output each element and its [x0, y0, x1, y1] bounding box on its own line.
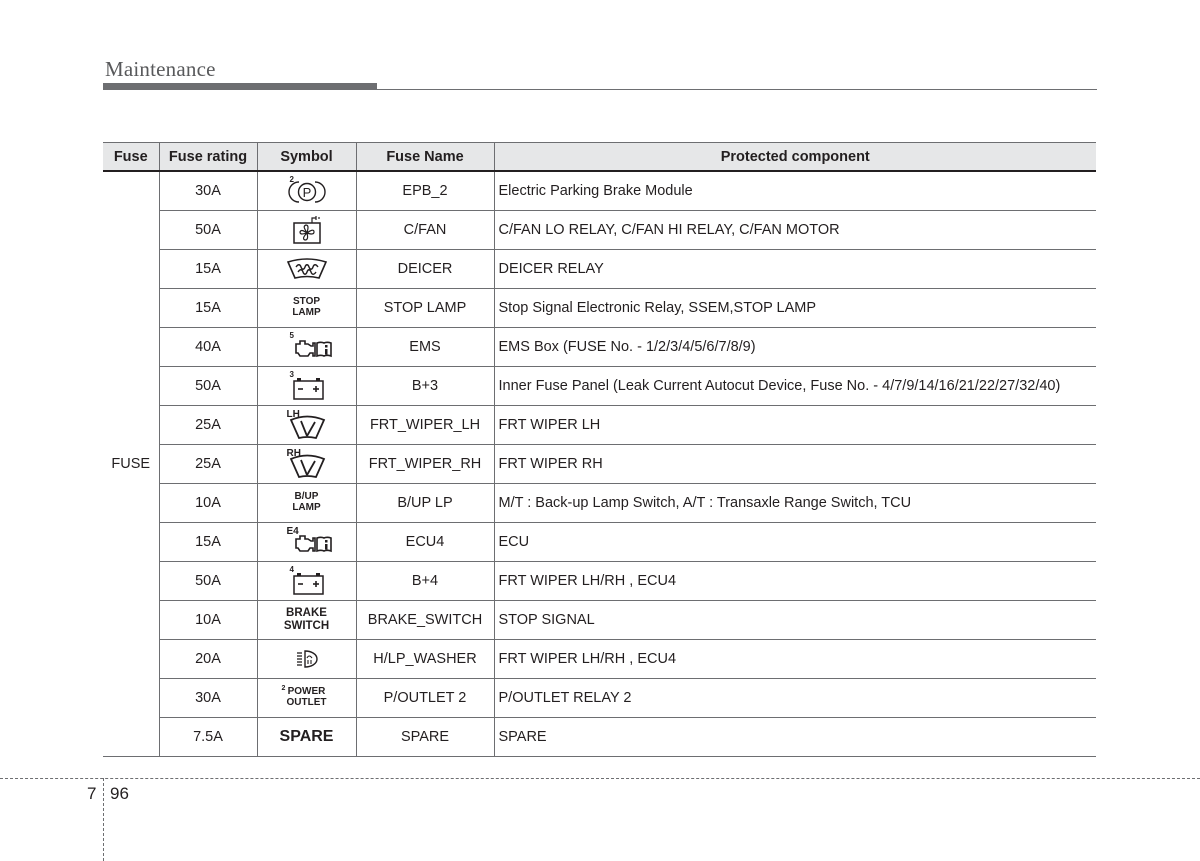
fuse-name-cell: EMS	[356, 328, 494, 367]
fuse-name-cell: B+3	[356, 367, 494, 406]
table-row	[103, 679, 1096, 718]
section-title: Maintenance	[105, 57, 216, 81]
table-row	[103, 445, 1096, 484]
header-fuse-name: Fuse Name	[356, 143, 494, 172]
symbol-cell	[257, 640, 356, 679]
symbol-cell	[257, 523, 356, 562]
fuse-rating-cell: 50A	[159, 562, 257, 601]
fuse-rating-cell: 15A	[159, 523, 257, 562]
chapter-number: 7	[87, 784, 97, 803]
battery-icon	[272, 370, 342, 402]
fuse-rating-cell: 15A	[159, 250, 257, 289]
fuse-name-cell: ECU4	[356, 523, 494, 562]
symbol-cell	[257, 562, 356, 601]
symbol-text-label: SPARE	[279, 727, 334, 745]
symbol-cell	[257, 289, 356, 328]
parking-brake-icon	[272, 175, 342, 207]
svg-text:P: P	[302, 185, 311, 200]
fuse-rating-cell: 30A	[159, 171, 257, 211]
page-number: 96	[110, 784, 129, 803]
fuse-rating-cell: 20A	[159, 640, 257, 679]
fuse-rating-cell: 40A	[159, 328, 257, 367]
header-fuse: Fuse	[103, 143, 159, 172]
symbol-cell	[257, 484, 356, 523]
fuse-name-cell: DEICER	[356, 250, 494, 289]
protected-component-cell: FRT WIPER LH/RH , ECU4	[494, 562, 1096, 601]
protected-component-cell: FRT WIPER RH	[494, 445, 1096, 484]
front-wiper-icon	[272, 448, 342, 480]
table-row	[103, 562, 1096, 601]
fuse-rating-cell: 30A	[159, 679, 257, 718]
fuse-name-cell: C/FAN	[356, 211, 494, 250]
protected-component-cell: STOP SIGNAL	[494, 601, 1096, 640]
symbol-superscript: E4	[286, 526, 299, 537]
symbol-superscript: 5	[289, 331, 294, 340]
symbol-text-label: STOP LAMP	[292, 296, 321, 318]
engine-ecu-icon	[272, 526, 342, 558]
symbol-cell	[257, 718, 356, 757]
header-rule-thin	[377, 89, 1097, 90]
fuse-name-cell: FRT_WIPER_RH	[356, 445, 494, 484]
table-row	[103, 328, 1096, 367]
headlamp-washer-icon	[272, 643, 342, 675]
symbol-cell	[257, 445, 356, 484]
symbol-superscript: LH	[286, 409, 300, 420]
protected-component-cell: FRT WIPER LH/RH , ECU4	[494, 640, 1096, 679]
protected-component-cell: SPARE	[494, 718, 1096, 757]
header-rule-thick	[103, 83, 377, 90]
protected-component-cell: EMS Box (FUSE No. - 1/2/3/4/5/6/7/8/9)	[494, 328, 1096, 367]
symbol-superscript: RH	[286, 448, 301, 459]
fuse-rating-cell: 7.5A	[159, 718, 257, 757]
fuse-table	[103, 142, 1096, 757]
symbol-cell	[257, 328, 356, 367]
protected-component-cell: FRT WIPER LH	[494, 406, 1096, 445]
table-header-row	[103, 143, 1096, 172]
protected-component-cell: DEICER RELAY	[494, 250, 1096, 289]
symbol-superscript: 2	[289, 175, 294, 184]
symbol-cell	[257, 679, 356, 718]
front-wiper-icon	[272, 409, 342, 441]
fuse-name-cell: STOP LAMP	[356, 289, 494, 328]
symbol-superscript: 3	[289, 370, 294, 379]
fuse-group-label: FUSE	[103, 171, 159, 757]
fuse-rating-cell: 25A	[159, 406, 257, 445]
cooling-fan-icon	[272, 214, 342, 246]
table-row	[103, 484, 1096, 523]
header-symbol: Symbol	[257, 143, 356, 172]
fuse-name-cell: B/UP LP	[356, 484, 494, 523]
fuse-name-cell: B+4	[356, 562, 494, 601]
fuse-rating-cell: 25A	[159, 445, 257, 484]
table-row	[103, 406, 1096, 445]
protected-component-cell: Electric Parking Brake Module	[494, 171, 1096, 211]
fuse-rating-cell: 50A	[159, 367, 257, 406]
fuse-name-cell: BRAKE_SWITCH	[356, 601, 494, 640]
symbol-cell	[257, 367, 356, 406]
symbol-superscript: 2	[281, 685, 286, 693]
protected-component-cell: Inner Fuse Panel (Leak Current Autocut Device, Fuse No. - 4/7/9/14/16/21/22/27/32/40)	[494, 367, 1096, 406]
fuse-rating-cell: 50A	[159, 211, 257, 250]
fuse-name-cell: H/LP_WASHER	[356, 640, 494, 679]
fuse-name-cell: FRT_WIPER_LH	[356, 406, 494, 445]
table-row	[103, 718, 1096, 757]
symbol-text-label: POWER OUTLET	[286, 686, 327, 708]
table-row	[103, 640, 1096, 679]
table-row	[103, 601, 1096, 640]
header-protected-component: Protected component	[494, 143, 1096, 172]
fuse-name-cell: P/OUTLET 2	[356, 679, 494, 718]
symbol-cell	[257, 250, 356, 289]
fuse-rating-cell: 15A	[159, 289, 257, 328]
engine-ecu-icon	[272, 331, 342, 363]
protected-component-cell: Stop Signal Electronic Relay, SSEM,STOP LAMP	[494, 289, 1096, 328]
table-row	[103, 211, 1096, 250]
fuse-rating-cell: 10A	[159, 601, 257, 640]
symbol-text-label: BRAKE SWITCH	[283, 607, 330, 632]
table-row	[103, 250, 1096, 289]
table-row	[103, 367, 1096, 406]
protected-component-cell: M/T : Back-up Lamp Switch, A/T : Transaxle Range Switch, TCU	[494, 484, 1096, 523]
table-row	[103, 289, 1096, 328]
footer-dashed-divider	[103, 778, 104, 861]
fuse-name-cell: SPARE	[356, 718, 494, 757]
symbol-cell	[257, 406, 356, 445]
fuse-rating-cell: 10A	[159, 484, 257, 523]
symbol-text-label: B/UP LAMP	[292, 491, 321, 513]
protected-component-cell: ECU	[494, 523, 1096, 562]
symbol-cell	[257, 211, 356, 250]
fuse-name-cell: EPB_2	[356, 171, 494, 211]
table-row	[103, 523, 1096, 562]
header-fuse-rating: Fuse rating	[159, 143, 257, 172]
windshield-deicer-icon	[272, 253, 342, 285]
symbol-superscript: 4	[289, 565, 294, 574]
battery-icon	[272, 565, 342, 597]
footer-dashed-rule	[0, 778, 1200, 779]
symbol-cell	[257, 171, 356, 211]
protected-component-cell: C/FAN LO RELAY, C/FAN HI RELAY, C/FAN MOTOR	[494, 211, 1096, 250]
protected-component-cell: P/OUTLET RELAY 2	[494, 679, 1096, 718]
symbol-cell	[257, 601, 356, 640]
table-row	[103, 171, 1096, 211]
